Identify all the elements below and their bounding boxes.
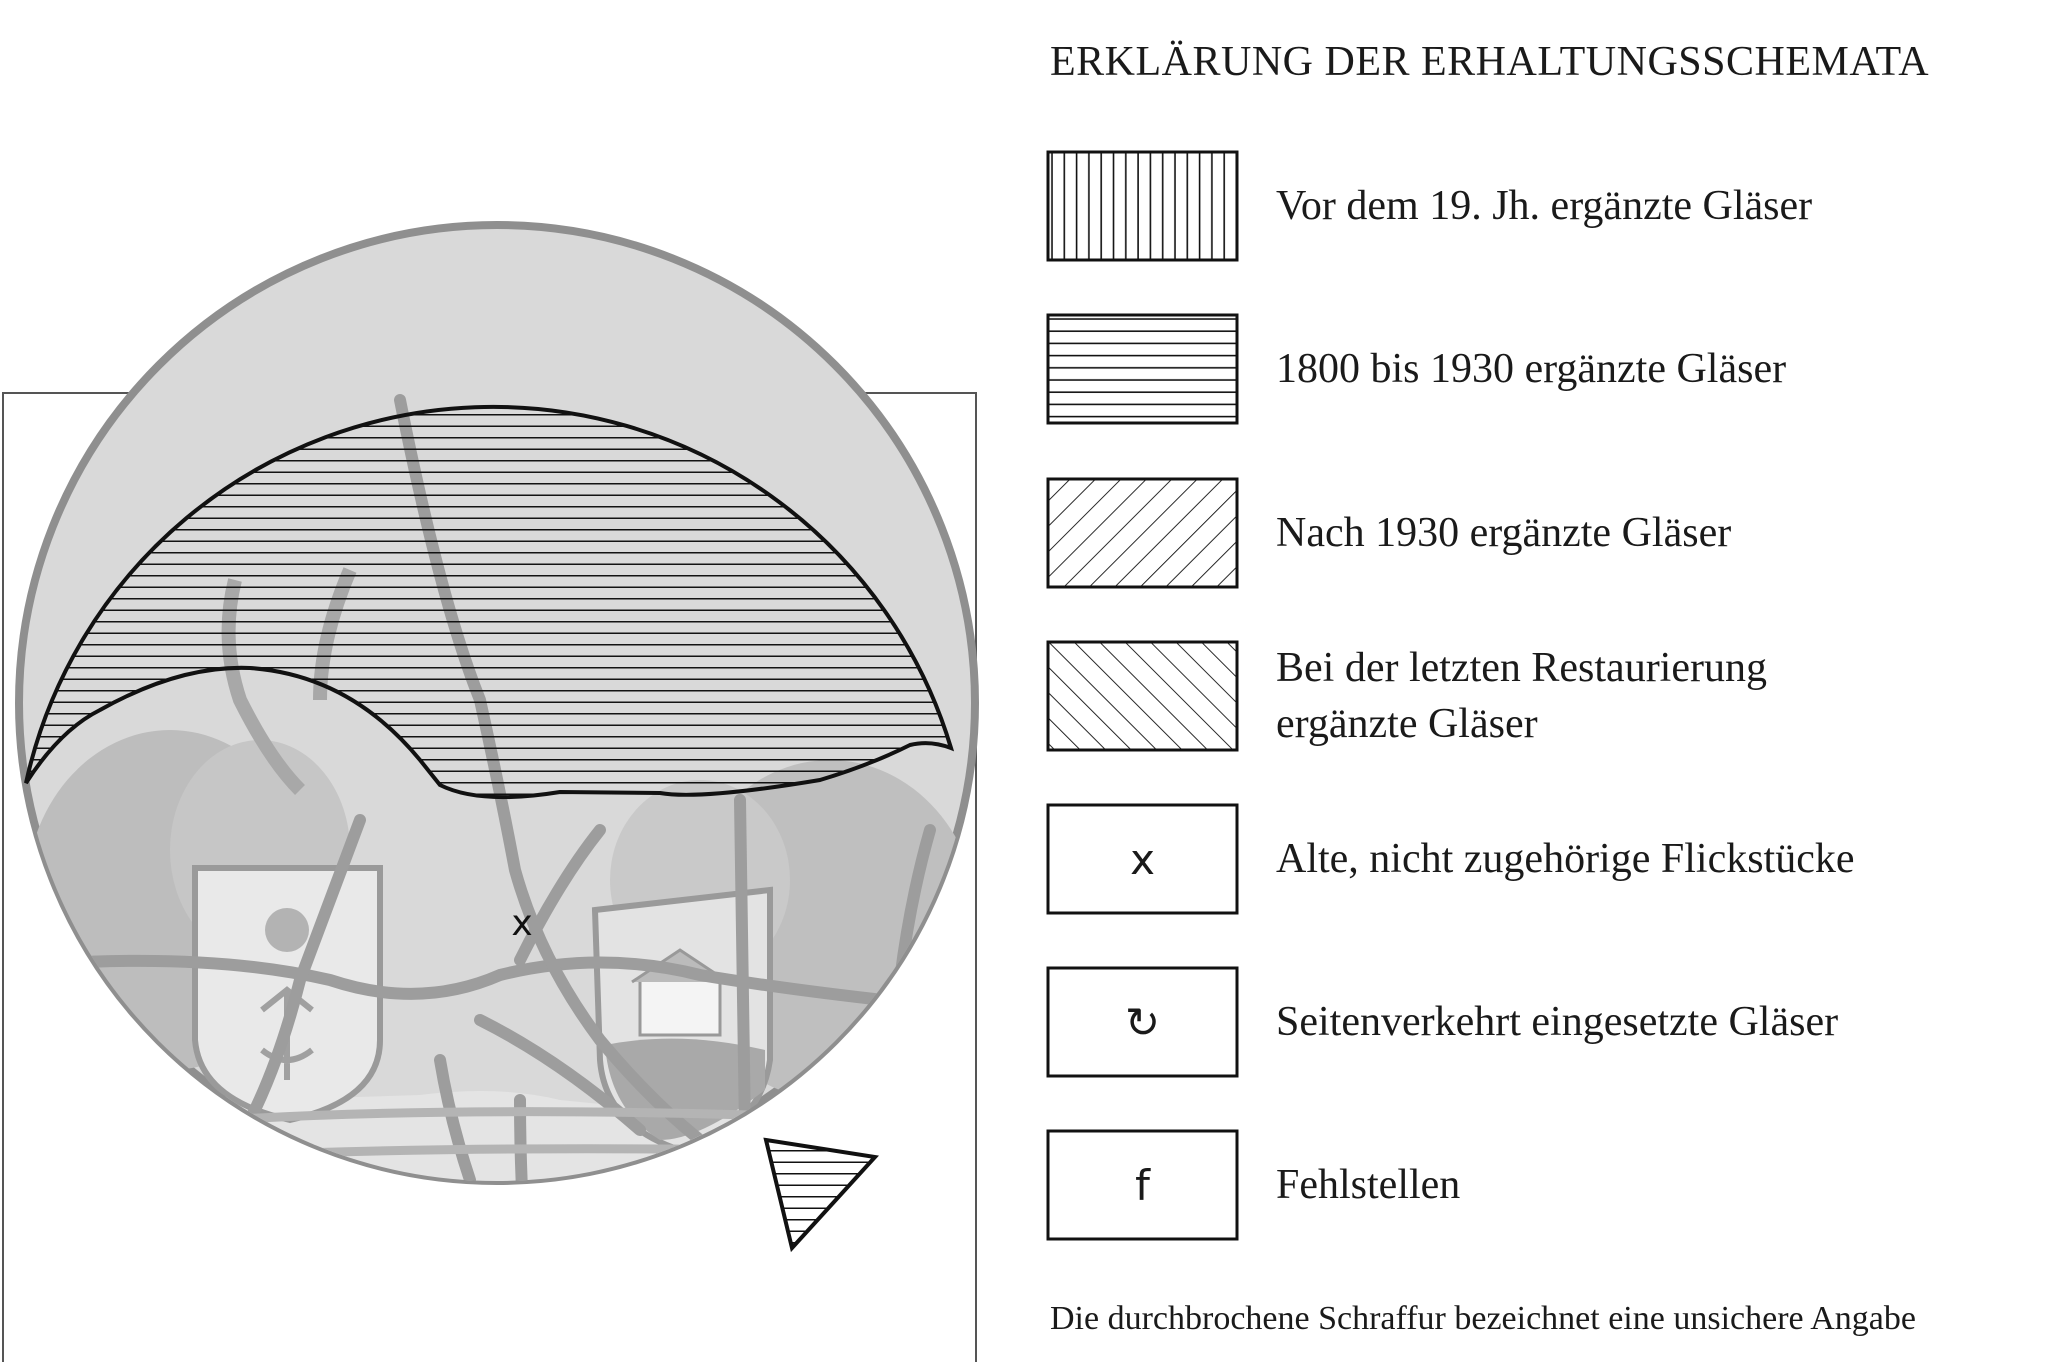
conservation-scheme	[0, 0, 1000, 1362]
legend-label-reversed: Seitenverkehrt eingesetzte Gläser	[1276, 999, 1839, 1045]
legend-title: ERKLÄRUNG DER ERHALTUNGSSCHEMATA	[1050, 39, 1930, 85]
legend-row-reversed	[1046, 966, 2036, 1086]
vertical-hatch-swatch	[1046, 150, 1239, 262]
legend-label-pre-19th-century: Vor dem 19. Jh. ergänzte Gläser	[1276, 183, 1813, 229]
legend-row-missing	[1046, 1129, 2036, 1249]
patch-marker-x: x	[511, 903, 533, 944]
legend-label-after-1930: Nach 1930 ergänzte Gläser	[1276, 510, 1732, 556]
diagonal-up-hatch-swatch	[1046, 640, 1239, 752]
legend-row-diagonal-down	[1046, 477, 2036, 597]
legend-row-vertical	[1046, 150, 2036, 270]
legend-label-old-patches: Alte, nicht zugehörige Flickstücke	[1276, 836, 1855, 882]
replaced-glass-1800-1930-small	[766, 1140, 875, 1248]
legend-label-last-restoration: Bei der letzten Restaurierung ergänzte Gläser	[1276, 645, 1767, 747]
horizontal-hatch-swatch	[1046, 313, 1239, 425]
rotate-arrow-icon: ↻	[1124, 997, 1161, 1047]
missing-symbol-f: f	[1135, 1160, 1150, 1210]
patch-symbol-x: x	[1130, 834, 1155, 884]
legend-label-missing: Fehlstellen	[1276, 1162, 1461, 1208]
diagonal-down-hatch-swatch	[1046, 477, 1239, 589]
legend-footnote: Die durchbrochene Schraffur bezeichnet eine unsichere Angabe	[1050, 1300, 1916, 1337]
legend-row-horizontal	[1046, 313, 2036, 433]
legend-row-diagonal-up	[1046, 640, 2036, 760]
legend-label-1800-1930: 1800 bis 1930 ergänzte Gläser	[1276, 346, 1787, 392]
legend-row-patch	[1046, 803, 2036, 923]
